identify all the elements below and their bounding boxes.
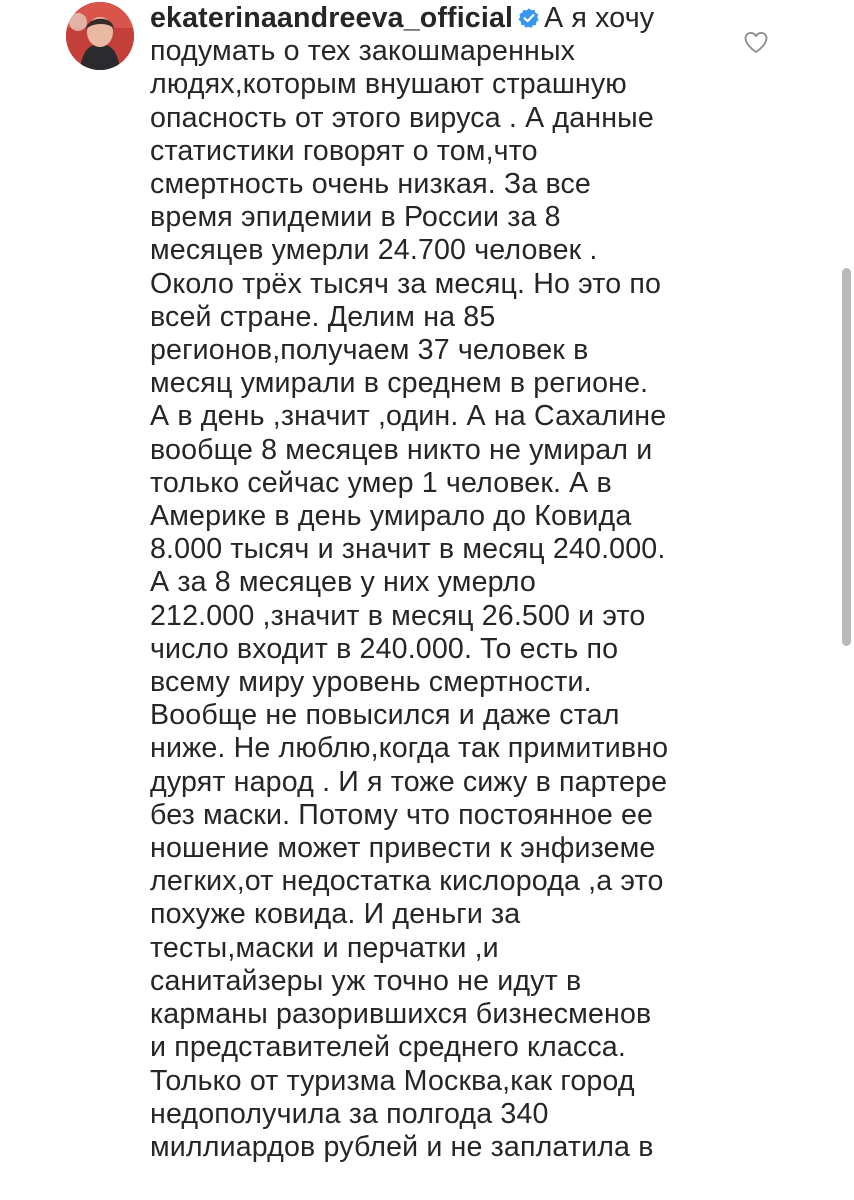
comment-line: 8.000 тысяч и значит в месяц 240.000. xyxy=(150,533,666,566)
comment-line: санитайзеры уж точно не идут в xyxy=(150,964,582,997)
comment-line: Вообще не повысился и даже стал xyxy=(150,699,620,732)
vertical-scrollbar[interactable] xyxy=(842,268,851,646)
comment-line: А я хочу xyxy=(544,2,655,34)
comment-line: месяцев умерли 24.700 человек . xyxy=(150,234,598,267)
comment-line: ниже. Не люблю,когда так примитивно xyxy=(150,732,669,765)
comment-line: Только от туризма Москва,как город xyxy=(150,1064,635,1097)
comment-line: статистики говорят о том,что xyxy=(150,134,538,167)
comment-line: Америке в день умирало до Ковида xyxy=(150,500,632,533)
comment-line: опасность от этого вируса . А данные xyxy=(150,101,654,134)
comment-line: легких,от недостатка кислорода ,а это xyxy=(150,865,664,898)
verified-badge-icon xyxy=(518,7,540,29)
comment-line: Около трёх тысяч за месяц. Но это по xyxy=(150,267,662,300)
comment-line: всей стране. Делим на 85 xyxy=(150,300,496,333)
comment-line: миллиардов рублей и не заплатила в xyxy=(150,1130,654,1163)
comment-line: регионов,получаем 37 человек в xyxy=(150,334,589,367)
comment-line: А за 8 месяцев у них умерло xyxy=(150,566,536,599)
comment-first-line xyxy=(150,2,750,35)
comment-line: карманы разорившихся бизнесменов xyxy=(150,998,652,1031)
comment-line: без маски. Потому что постоянное ее xyxy=(150,798,654,831)
like-heart-icon[interactable] xyxy=(742,28,770,56)
comment-line: дурят народ . И я тоже сижу в партере xyxy=(150,765,668,798)
comment-username[interactable]: ekaterinaandreeva_official xyxy=(150,2,514,34)
comment-line: число входит в 240.000. То есть по xyxy=(150,632,619,665)
comment-line: смертность очень низкая. За все xyxy=(150,168,591,201)
comment-line: всему миру уровень смертности. xyxy=(150,666,592,699)
comment-line: вообще 8 месяцев никто не умирал и xyxy=(150,433,653,466)
comment-line: подумать о тех закошмаренных xyxy=(150,35,576,68)
avatar-image xyxy=(66,2,134,70)
comment-line: 212.000 ,значит в месяц 26.500 и это xyxy=(150,599,646,632)
comment-text xyxy=(150,2,750,1164)
comment-line: похуже ковида. И деньги за xyxy=(150,898,521,931)
comment-line: время эпидемии в России за 8 xyxy=(150,201,561,234)
comment-line: только сейчас умер 1 человек. А в xyxy=(150,466,612,499)
comment-line: ношение может привести к энфиземе xyxy=(150,832,656,865)
comment-line: А в день ,значит ,один. А на Сахалине xyxy=(150,400,667,433)
comment-line: тесты,маски и перчатки ,и xyxy=(150,931,499,964)
comment-line: месяц умирали в среднем в регионе. xyxy=(150,367,649,400)
comment-line: недополучила за полгода 340 xyxy=(150,1097,549,1130)
comment-avatar[interactable] xyxy=(66,2,134,70)
comment-line: и представителей среднего класса. xyxy=(150,1031,626,1064)
comment-line: людях,которым внушают страшную xyxy=(150,68,627,101)
